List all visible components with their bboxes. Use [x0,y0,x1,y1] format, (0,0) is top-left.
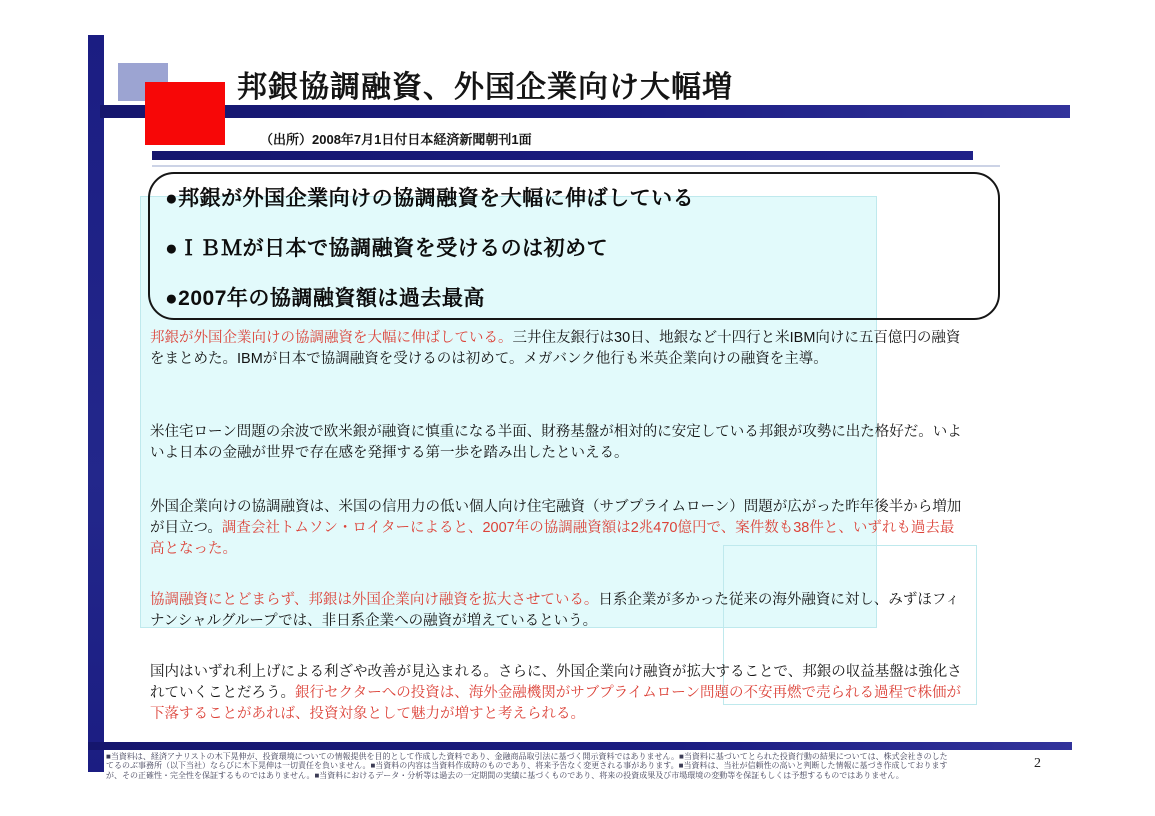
key-points-box [148,172,1000,320]
paragraph-segment: 協調融資にとどまらず、邦銀は外国企業向け融資を拡大させている。 [150,592,599,608]
title-underline-bar [100,105,1070,118]
paragraph-segment: 三井住友銀行は30日、地銀など十四行と米IBM向けに五百億円の融資をまとめた。IBMが日本で協調融資を受けるのは初めて。メガバンク他行も米英企業向けの融資を主導。 [150,330,961,368]
paragraph-segment: 外国企業向けの協調融資は、米国の信用力の低い個人向け住宅融資（サブプライムローン）問題が広がった昨年後半から増加が目立つ。 [150,499,962,537]
paragraph-segment: 銀行セクターへの投資は、海外金融機関がサブプライムローン問題の不安再燃で売られる過程で株価が下落することがあれば、投資対象として魅力が増すと考えられる。 [150,685,961,723]
footer-divider-bar [88,742,1072,750]
paragraph-segment: 邦銀が外国企業向けの協調融資を大幅に伸ばしている。 [150,330,513,346]
paragraph-segment: 米住宅ローン問題の余波で欧米銀が融資に慎重になる半面、財務基盤が相対的に安定している邦銀が攻勢に出た格好だ。いよいよ日本の金融が世界で存在感を発揮する第一歩を踏み出したといえる。 [150,424,962,462]
disclaimer-line: てるのぶ事務所（以下当社）ならびに木下晃伸は一切責任を負いません。■当資料の内容は当資料作成時のものであり、将来予告なく変更される事があります。■当資料は、当社が信頼性の高いと判断した情報に基づき作成しております [106,761,948,771]
paragraph-segment: 国内はいずれ利上げによる利ざや改善が見込まれる。さらに、外国企業向け融資が拡大することで、邦銀の収益基盤は強化されていくことだろう。 [150,664,962,702]
key-point-bullet: ●2007年の協調融資額は過去最高 [165,287,485,310]
source-citation: （出所）2008年7月1日付日本経済新聞朝刊1面 [260,132,532,147]
paragraph-segment: 日系企業が多かった従来の海外融資に対し、みずほフィナンシャルグループでは、非日系企業への融資が増えているという。 [150,592,960,630]
body-paragraph [150,662,968,725]
disclaimer-line: が、その正確性・完全性を保証するものではありません。■当資料におけるデータ・分析等は過去の一定期間の実績に基づくものであり、将来の投資成果及び市場環境の変動等を保証もしくは予想するものではありません。 [106,770,904,780]
page-number: 2 [1034,756,1041,771]
body-paragraph [150,497,968,560]
key-point-bullet: ●ＩＢＭが日本で協調融資を受けるのは初めて [165,237,609,260]
paragraph-segment: 調査会社トムソン・ロイターによると、2007年の協調融資額は2兆470億円で、案件数も38件と、いずれも過去最高となった。 [150,520,955,558]
body-paragraph [150,328,968,370]
key-point-bullet: ●邦銀が外国企業向けの協調融資を大幅に伸ばしている [165,187,695,210]
source-underline-bar [152,151,973,160]
page-title: 邦銀協調融資、外国企業向け大幅増 [237,71,733,104]
disclaimer-line: ■当資料は、経済アナリストの木下晃伸が、投資環境についての情報提供を目的として作成した資料であり、金融商品取引法に基づく開示資料ではありません。■当資料に基づいてとられた投資行動の結果については、株式会社きのした [106,752,948,761]
body-paragraph [150,422,968,464]
red-decoration-square [145,82,225,145]
disclaimer-text [106,752,1011,780]
faint-divider-line [152,165,1000,167]
body-paragraph [150,590,968,632]
left-accent-bar [88,35,104,772]
